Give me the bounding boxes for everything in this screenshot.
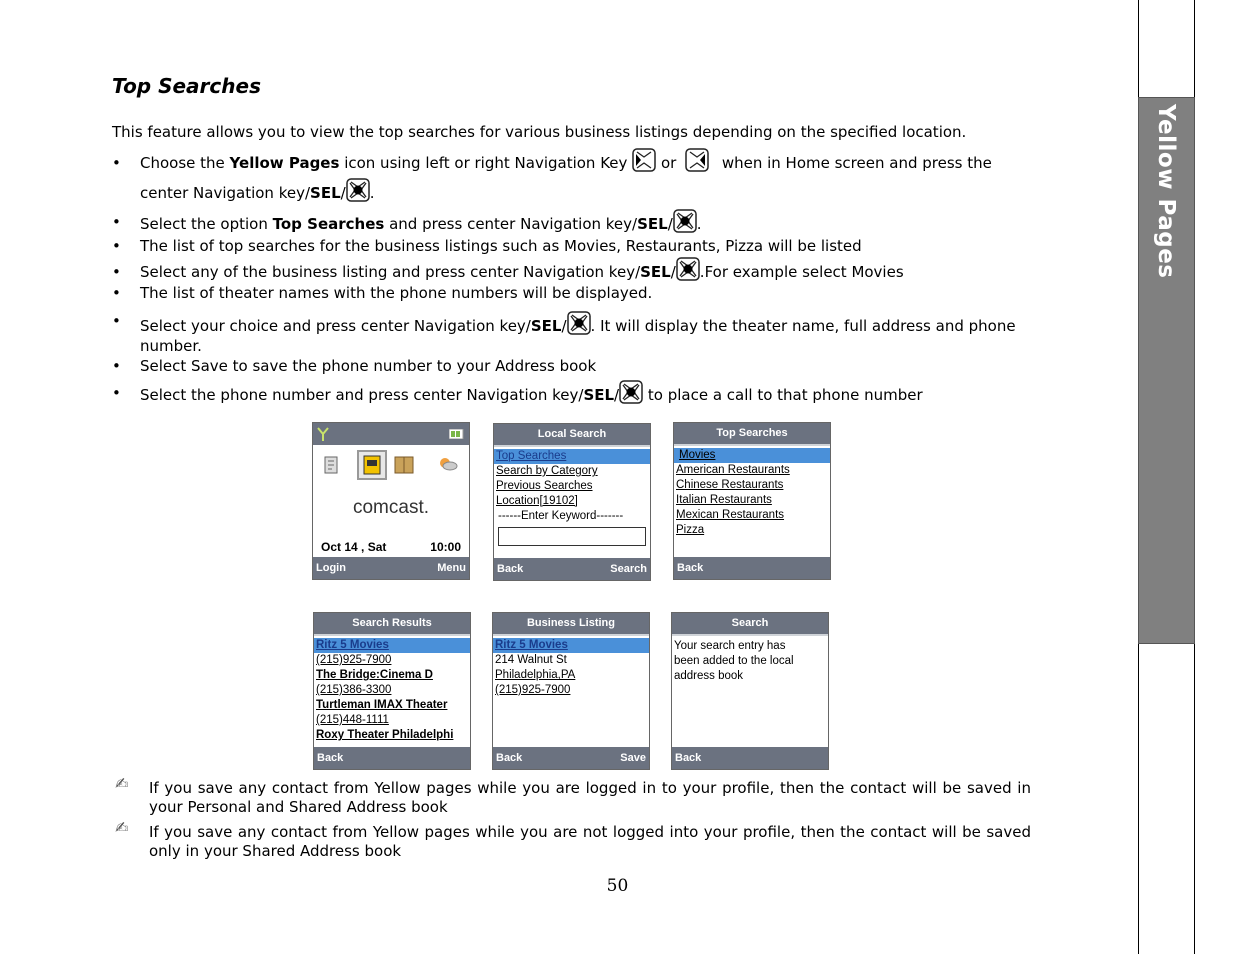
weather-icon: [437, 455, 459, 473]
list-item[interactable]: American Restaurants: [676, 464, 790, 476]
phone-screen-top-searches: [673, 422, 831, 580]
softkey-bar: [494, 558, 650, 580]
steps-list: [112, 148, 1037, 408]
nav-center-key-icon: [567, 311, 591, 335]
nav-center-key-icon: [676, 257, 700, 281]
note-pencil-icon: ✍: [115, 818, 129, 837]
phone-screen-local-search: [493, 423, 651, 581]
list-item[interactable]: Mexican Restaurants: [676, 509, 785, 521]
softkey-login[interactable]: Login: [316, 562, 346, 574]
battery-icon: [449, 429, 465, 439]
home-body: [313, 445, 469, 557]
step-4: • Select any of the business listing and press center Navigation key/SEL/ .For example select Movies: [112, 257, 1037, 287]
list-item[interactable]: (215)386-3300: [316, 684, 392, 696]
list-item[interactable]: Turtleman IMAX Theater: [316, 699, 448, 711]
home-date: Oct 14 , Sat: [321, 540, 387, 554]
step-6: • Select your choice and press center Navigation key/SEL/ . It will display the theater name, full address and phone number.: [112, 311, 1037, 356]
screen-title: Business Listing: [493, 613, 649, 636]
note-not-logged-in: If you save any contact from Yellow pages while you are not logged into your profile, then the contact will be saved only in your Shared Address book: [149, 823, 1031, 860]
screen-title: Local Search: [494, 424, 650, 447]
list-item[interactable]: The Bridge:Cinema D: [316, 669, 433, 681]
status-bar: [313, 423, 469, 445]
address-book-icon: [322, 455, 342, 475]
section-tab-label: Yellow Pages: [1153, 104, 1179, 279]
phone-screen-search-results: [313, 612, 471, 770]
phone-screen-business-listing: [492, 612, 650, 770]
softkey-save[interactable]: Save: [620, 752, 646, 764]
softkey-search[interactable]: Search: [610, 563, 647, 575]
message-line: Your search entry has: [674, 640, 786, 652]
note-pencil-icon: ✍: [115, 774, 129, 793]
listing-city: Philadelphia,PA: [495, 669, 576, 681]
section-title: Top Searches: [112, 74, 261, 98]
list-item[interactable]: Italian Restaurants: [676, 494, 772, 506]
keyword-label: ------Enter Keyword-------: [498, 510, 624, 522]
softkey-bar: [674, 557, 830, 579]
listing-phone[interactable]: (215)925-7900: [495, 684, 571, 696]
nav-center-key-icon: [619, 380, 643, 404]
step-1: • Choose the Yellow Pages icon using left or right Navigation Key or when in Home screen and press the center Navigation key/SEL/ .: [112, 148, 1037, 208]
step-5: • The list of theater names with the phone numbers will be displayed.: [112, 287, 1037, 299]
section-tab: [1138, 97, 1195, 644]
screen-title: Search: [672, 613, 828, 636]
menu-item-location[interactable]: Location[19102]: [496, 495, 578, 507]
keyword-input[interactable]: [498, 527, 646, 546]
nav-center-key-icon: [673, 209, 697, 233]
softkey-back[interactable]: Back: [497, 563, 524, 575]
softkey-bar: [313, 557, 469, 579]
listing-name: Ritz 5 Movies: [493, 638, 649, 653]
softkey-back[interactable]: Back: [677, 562, 704, 574]
listing-street: 214 Walnut St: [495, 654, 567, 666]
nav-left-key-icon: [632, 148, 656, 172]
list-item[interactable]: Roxy Theater Philadelphi: [316, 729, 454, 741]
menu-item-top-searches[interactable]: Top Searches: [494, 449, 650, 464]
phone-screen-search-saved: [671, 612, 829, 770]
softkey-bar: [314, 747, 470, 769]
list-item[interactable]: (215)448-1111: [316, 714, 389, 726]
intro-paragraph: This feature allows you to view the top searches for various business listings depending on the specified location.: [112, 123, 967, 141]
message-line: been added to the local: [674, 655, 794, 667]
step-7: • Select Save to save the phone number to your Address book: [112, 356, 1037, 376]
softkey-menu[interactable]: Menu: [437, 562, 466, 574]
screen-title: Search Results: [314, 613, 470, 636]
nav-center-key-icon: [346, 178, 370, 202]
phone-screen-home: [312, 422, 470, 580]
list-item[interactable]: Movies: [674, 448, 830, 463]
list-item[interactable]: (215)925-7900: [316, 654, 392, 666]
softkey-bar: [672, 747, 828, 769]
book-icon: [393, 455, 415, 475]
step-8: • Select the phone number and press center Navigation key/SEL/ to place a call to that phone number: [112, 380, 1037, 408]
yellow-pages-icon[interactable]: [357, 450, 387, 480]
nav-right-key-icon: [685, 148, 709, 172]
step-2: • Select the option Top Searches and press center Navigation key/SEL/ .: [112, 209, 1037, 237]
screen-title: Top Searches: [674, 423, 830, 446]
softkey-back[interactable]: Back: [317, 752, 344, 764]
note-logged-in: If you save any contact from Yellow pages while you are logged in to your profile, then the contact will be saved in your Personal and Shared Address book: [149, 779, 1031, 816]
softkey-back[interactable]: Back: [496, 752, 523, 764]
step-3: • The list of top searches for the business listings such as Movies, Restaurants, Pizza will be listed: [112, 237, 1037, 255]
page-number: 50: [606, 876, 629, 896]
comcast-logo: comcast.: [352, 497, 430, 518]
menu-item-previous-searches[interactable]: Previous Searches: [496, 480, 593, 492]
home-time: 10:00: [430, 540, 461, 554]
list-item[interactable]: Ritz 5 Movies: [314, 638, 470, 653]
menu-item-search-by-category[interactable]: Search by Category: [496, 465, 598, 477]
list-item[interactable]: Pizza: [676, 524, 705, 536]
softkey-bar: [493, 747, 649, 769]
list-item[interactable]: Chinese Restaurants: [676, 479, 784, 491]
signal-icon: [316, 426, 330, 442]
message-line: address book: [674, 670, 744, 682]
softkey-back[interactable]: Back: [675, 752, 702, 764]
